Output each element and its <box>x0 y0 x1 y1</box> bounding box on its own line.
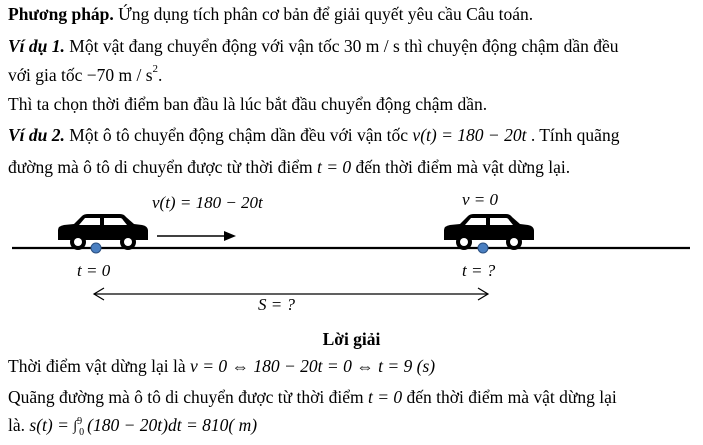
motion-diagram <box>0 178 703 323</box>
velocity-label: v(t) = 180 − 20t <box>152 193 263 212</box>
solution-line3 <box>8 414 257 440</box>
solution-line3-text: là. <box>8 415 26 435</box>
example1-text-a: Một vật đang chuyển động với vận tốc <box>69 36 340 56</box>
method-paragraph <box>8 3 533 25</box>
method-text: Ứng dụng tích phân cơ bản để giải quyết yêu cầu Câu toán. <box>118 4 534 24</box>
start-point-marker <box>91 243 101 253</box>
solution-title: Lời giải <box>322 329 381 349</box>
example1-note: Thì ta chọn thời điểm ban đầu là lúc bắt đầu chuyển động chậm dần. <box>8 94 488 114</box>
distance-label: S = ? <box>258 295 295 314</box>
solution-line3-math-a: s(t) = <box>29 415 69 435</box>
example1-accel-exponent: 2 <box>152 63 159 76</box>
car-start-icon <box>58 214 148 250</box>
end-time-label: t = ? <box>462 261 496 280</box>
solution-line2-t0: t = 0 <box>367 387 403 407</box>
solution-line1 <box>8 355 435 377</box>
example1-line1 <box>8 35 619 57</box>
start-time-label: t = 0 <box>77 261 111 280</box>
example2-velocity: v(t) = 180 − 20t <box>412 125 527 145</box>
example2-text-b: . Tính quãng <box>530 125 620 145</box>
example2-text-d: đến thời điểm mà vật dừng lại. <box>355 157 571 177</box>
integral-icon: ∫ <box>73 419 78 434</box>
example1-line2 <box>8 64 162 86</box>
car-end-icon <box>444 214 534 250</box>
integral-upper-limit: 9 <box>77 416 83 427</box>
example1-text-c: với gia tốc <box>8 65 83 85</box>
example2-line1 <box>8 124 619 146</box>
example2-text-c: đường mà ô tô di chuyển được từ thời điểm <box>8 157 313 177</box>
example1-label: Ví dụ 1. <box>8 36 65 56</box>
example2-line2 <box>8 156 570 178</box>
solution-line1-text: Thời điểm vật dừng lại là <box>8 356 186 376</box>
example1-text-d: . <box>158 65 163 85</box>
example2-text-a: Một ô tô chuyển động chậm dần đều với vận tốc <box>69 125 409 145</box>
example2-t0: t = 0 <box>316 157 352 177</box>
example2-label: Ví du 2. <box>8 125 65 145</box>
example1-text-b: thì chuyện động chậm dần đều <box>404 36 619 56</box>
solution-line2 <box>8 386 617 408</box>
solution-line3-math-b: (180 − 20t)dt = 810( m) <box>87 415 258 435</box>
solution-line1-math: v = 0 ⇔ 180 − 20t = 0 ⇔ t = 9 (s) <box>190 356 436 376</box>
end-point-marker <box>478 243 488 253</box>
direction-arrow <box>157 231 236 241</box>
solution-line2-text-a: Quãng đường mà ô tô di chuyển được từ thời điểm <box>8 387 364 407</box>
method-label: Phương pháp. <box>8 4 114 24</box>
example1-accel: −70 m / $s^2$ <box>86 63 159 85</box>
solution-line2-text-b: đến thời điểm mà vật dừng lại <box>406 387 617 407</box>
integral-lower-limit: 0 <box>79 427 85 438</box>
example1-speed: 30 m / s <box>343 36 400 56</box>
final-velocity-label: v = 0 <box>462 190 499 209</box>
